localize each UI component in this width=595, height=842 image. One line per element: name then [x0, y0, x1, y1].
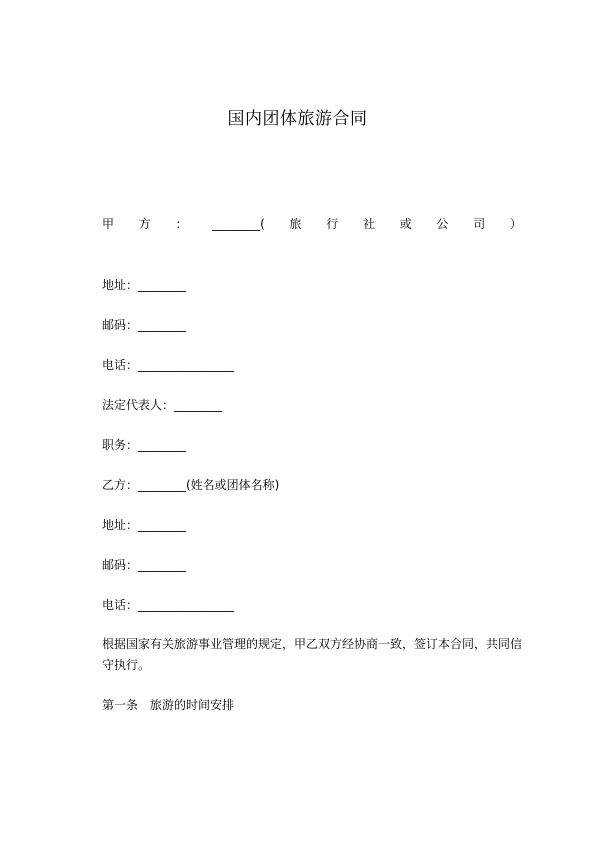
party-a-char: ：: [175, 217, 188, 231]
party-a-zip: 邮码：________: [102, 318, 187, 332]
party-a-char: 社: [362, 217, 375, 231]
party-a-char: 司: [473, 217, 486, 231]
article-1-heading: 第一条 旅游的时间安排: [102, 698, 235, 712]
intro-paragraph: 根据国家有关旅游事业管理的规定，甲乙双方经协商一致，签订本合同，共同信守执行。: [102, 637, 523, 672]
party-b-phone: 电话：________________: [102, 598, 235, 612]
party-a-char: 或: [399, 217, 412, 231]
party-a-line: [102, 216, 522, 232]
party-a-char: 行: [326, 217, 339, 231]
party-b-address: 地址：________: [102, 518, 187, 532]
party-a-phone: 电话：________________: [102, 358, 235, 372]
party-a-char: 甲: [102, 217, 115, 231]
party-a-char: 旅: [289, 217, 302, 231]
party-b-line: 乙方：________(姓名或团体名称): [102, 478, 280, 492]
party-a-blank: ________(: [212, 217, 265, 231]
party-a-char: ）: [509, 217, 522, 231]
position: 职务：________: [102, 438, 187, 452]
legal-representative: 法定代表人：________: [102, 398, 223, 412]
party-a-char: 方: [138, 217, 151, 231]
document-title: 国内团体旅游合同: [227, 109, 368, 129]
party-a-char: 公: [436, 217, 449, 231]
party-b-zip: 邮码：________: [102, 558, 187, 572]
party-a-address: 地址：________: [102, 278, 187, 292]
